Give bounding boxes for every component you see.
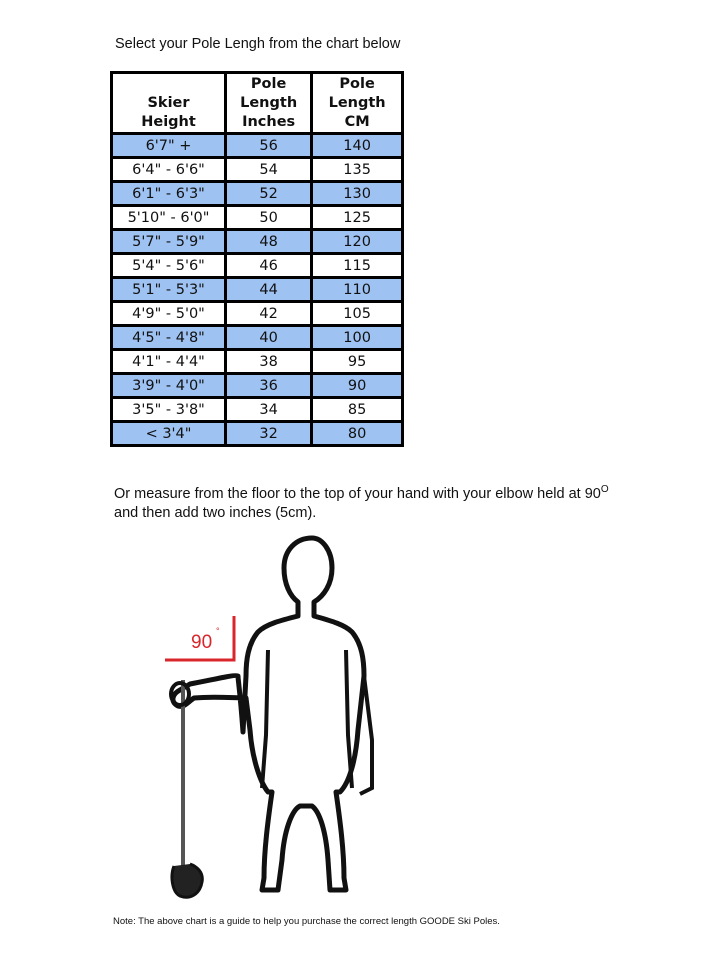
pole-cm-cell: 125: [312, 206, 403, 230]
skier-height-cell: 3'9" - 4'0": [112, 374, 226, 398]
left-arm-line: [262, 650, 268, 788]
pole-inches-cell: 34: [226, 398, 312, 422]
pole-inches-cell: 48: [226, 230, 312, 254]
chart-heading: Select your Pole Lengh from the chart below: [115, 36, 401, 52]
table-row: [112, 350, 403, 374]
pole-cm-cell: 80: [312, 422, 403, 446]
ski-pole-basket: [172, 864, 202, 897]
pole-inches-cell: 54: [226, 158, 312, 182]
angle-label: 90: [191, 632, 213, 653]
right-arm-line: [346, 650, 352, 788]
pole-cm-cell: 85: [312, 398, 403, 422]
table-row: [112, 326, 403, 350]
pole-cm-cell: 100: [312, 326, 403, 350]
pole-inches-cell: 32: [226, 422, 312, 446]
table-row: [112, 158, 403, 182]
skier-height-cell: 4'9" - 5'0": [112, 302, 226, 326]
header-pole-length-cm: Pole Length CM: [312, 73, 403, 134]
skier-height-cell: < 3'4": [112, 422, 226, 446]
chart-body: [112, 134, 403, 446]
pole-cm-cell: 135: [312, 158, 403, 182]
pole-cm-cell: 120: [312, 230, 403, 254]
skier-height-cell: 5'4" - 5'6": [112, 254, 226, 278]
pole-inches-cell: 50: [226, 206, 312, 230]
pole-cm-cell: 90: [312, 374, 403, 398]
pole-inches-cell: 38: [226, 350, 312, 374]
skier-height-cell: 6'7" +: [112, 134, 226, 158]
pole-inches-cell: 44: [226, 278, 312, 302]
table-row: [112, 230, 403, 254]
chart-header-row: [112, 73, 403, 134]
pole-inches-cell: 40: [226, 326, 312, 350]
skier-height-cell: 5'1" - 5'3": [112, 278, 226, 302]
pole-inches-cell: 52: [226, 182, 312, 206]
pole-cm-cell: 140: [312, 134, 403, 158]
pole-inches-cell: 42: [226, 302, 312, 326]
table-row: [112, 134, 403, 158]
table-row: [112, 182, 403, 206]
pole-cm-cell: 95: [312, 350, 403, 374]
skier-height-cell: 6'4" - 6'6": [112, 158, 226, 182]
measure-instructions: Or measure from the floor to the top of your hand with your elbow held at $90^O$ and then add two inches (5cm).: [114, 484, 609, 521]
skier-height-cell: 4'5" - 4'8": [112, 326, 226, 350]
pole-inches-cell: 46: [226, 254, 312, 278]
pole-length-chart: [110, 71, 404, 447]
skier-height-cell: 6'1" - 6'3": [112, 182, 226, 206]
table-row: [112, 422, 403, 446]
pole-cm-cell: 130: [312, 182, 403, 206]
table-row: [112, 302, 403, 326]
pole-inches-cell: 56: [226, 134, 312, 158]
footer-note: Note: The above chart is a guide to help you purchase the correct length GOODE Ski Poles.: [113, 916, 500, 927]
skier-height-cell: 3'5" - 3'8": [112, 398, 226, 422]
pole-cm-cell: 110: [312, 278, 403, 302]
table-row: [112, 398, 403, 422]
skier-measurement-illustration: [0, 520, 712, 910]
pole-cm-cell: 105: [312, 302, 403, 326]
angle-degree-sign: °: [216, 626, 220, 636]
table-row: [112, 254, 403, 278]
table-row: [112, 374, 403, 398]
table-row: [112, 278, 403, 302]
skier-height-cell: 5'10" - 6'0": [112, 206, 226, 230]
skier-height-cell: 5'7" - 5'9": [112, 230, 226, 254]
skier-height-cell: 4'1" - 4'4": [112, 350, 226, 374]
pole-inches-cell: 36: [226, 374, 312, 398]
degree-mark: O: [600, 484, 609, 495]
header-pole-length-inches: Pole Length Inches: [226, 73, 312, 134]
table-row: [112, 206, 403, 230]
pole-cm-cell: 115: [312, 254, 403, 278]
header-skier-height: Skier Height: [112, 73, 226, 134]
